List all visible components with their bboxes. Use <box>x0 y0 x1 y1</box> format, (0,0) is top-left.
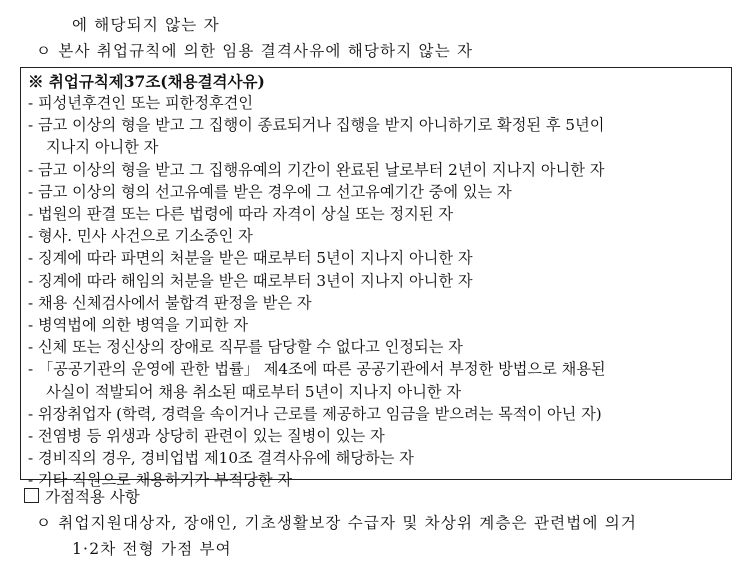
list-item: - 위장취업자 (학력, 경력을 속이거나 근로를 제공하고 임금을 받으려는 목적이 아닌 자) <box>28 404 602 423</box>
list-item-continuation: 지나지 아니한 자 <box>46 138 159 157</box>
list-item: - 형사. 민사 사건으로 기소중인 자 <box>28 227 253 246</box>
list-item-continuation: 사실이 적발되어 채용 취소된 때로부터 5년이 지나지 아니한 자 <box>46 382 462 401</box>
section-heading <box>24 487 140 507</box>
box-title: ※ 취업규칙제37조(채용결격사유) <box>28 72 265 91</box>
list-item: - 피성년후견인 또는 피한정후견인 <box>28 94 254 112</box>
list-item: - 금고 이상의 형을 받고 그 집행유예의 기간이 완료된 날로부터 2년이 지나지 아니한 자 <box>28 160 605 179</box>
list-item: - 징계에 따라 파면의 처분을 받은 때로부터 5년이 지나지 아니한 자 <box>28 249 473 268</box>
list-item: - 전염병 등 위생과 상당히 관련이 있는 질병이 있는 자 <box>28 427 385 446</box>
section-title: 가점적용 사항 <box>45 488 140 506</box>
list-item: - 기타 직원으로 채용하기가 부적당한 자 <box>28 471 293 490</box>
disqualification-box-content <box>28 71 727 492</box>
list-item: - 법원의 판결 또는 다른 법령에 따라 자격이 상실 또는 정지된 자 <box>28 205 454 224</box>
list-item: - 경비직의 경우, 경비업법 제10조 결격사유에 해당하는 자 <box>28 449 414 468</box>
section-line-1: ㅇ 취업지원대상자, 장애인, 기초생활보장 수급자 및 차상위 계층은 관련법에 의거 <box>36 514 638 532</box>
disqualification-box <box>20 67 732 490</box>
list-item: - 신체 또는 정신상의 장애로 직무를 담당할 수 없다고 인정되는 자 <box>28 338 463 357</box>
list-item: - 징계에 따라 해임의 처분을 받은 때로부터 3년이 지나지 아니한 자 <box>28 271 473 290</box>
checkbox-square-icon <box>24 488 39 503</box>
list-item: - 채용 신체검사에서 불합격 판정을 받은 자 <box>28 293 312 312</box>
list-item: - 「공공기관의 운영에 관한 법률」 제4조에 따른 공공기관에서 부정한 방법으로 채용된 <box>28 360 606 379</box>
section-line-2: 1·2차 전형 가점 부여 <box>72 540 232 558</box>
header-line-1: 에 해당되지 않는 자 <box>72 16 220 34</box>
list-item: - 금고 이상의 형을 받고 그 집행이 종료되거나 집행을 받지 아니하기로 확정된 후 5년이 <box>28 116 605 135</box>
list-item: - 병역법에 의한 병역을 기피한 자 <box>28 316 248 335</box>
header-line-2: ㅇ 본사 취업규칙에 의한 임용 결격사유에 해당하지 않는 자 <box>36 42 474 60</box>
list-item: - 금고 이상의 형의 선고유예를 받은 경우에 그 선고유예기간 중에 있는 자 <box>28 182 512 201</box>
